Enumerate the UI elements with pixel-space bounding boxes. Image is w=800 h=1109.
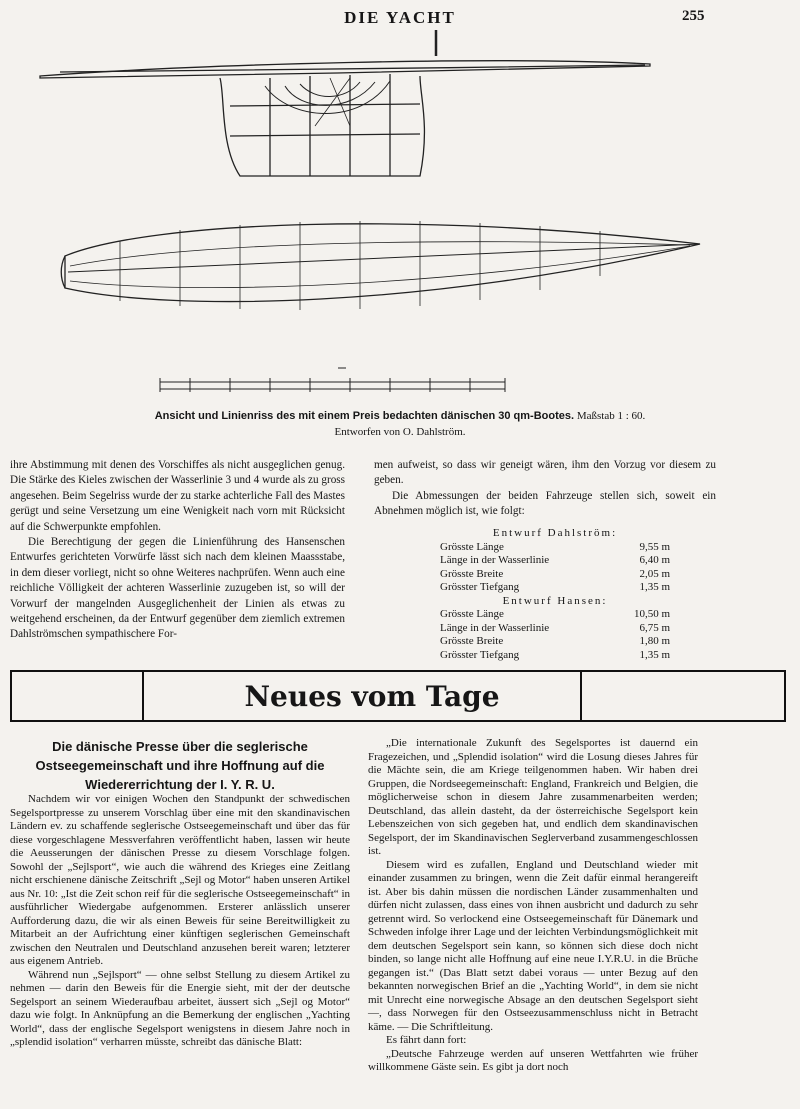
caption-credit: Entworfen von O. Dahlström.	[334, 426, 466, 438]
section-title: Neues vom Tage	[244, 680, 500, 713]
paragraph: Die Berechtigung der gegen die Linienführung des Hansenschen Entwurfes gerichteten Vorwürfe lässt sich nach dem kleinen Maassstabe, in dem dieser vorliegt, nicht so ohne Weiteres nachprüfen. Wenn auch eine reichliche Völligkeit der achteren Wasserlinie zuzugeben ist, so will der Vorwurf der mangelnden Ausgeglichenheit der Linien als etwas zu weitgehend erscheinen, da der Entwurf gegenüber dem ziemlich extremen Dahlströmschen sympathischere For-	[10, 536, 345, 641]
running-head: DIE YACHT	[344, 8, 456, 27]
paragraph: ihre Abstimmung mit denen des Vorschiffes als nicht ausgeglichen genug. Die Stärke des Kieles zwischen der Wasserlinie 3 und 4 wurde als zu gross angesehen. Beim Segelriss wurde der zu starke achterliche Fall des Mastes gerügt und seine Versetzung um eine Wenigkeit nach vorn mit Rücksicht auf die Schwerpunkte empfohlen.	[10, 459, 345, 533]
dimension-row: Grösste Länge 10,50 m	[440, 608, 670, 620]
paragraph: „Die internationale Zukunft des Segelsportes ist dauernd ein Fragezeichen, und „Splendid isolation“ wird die Losung dieses Jahres für die Mächte sein, die am Kriege teilgenommen haben. Wir haben drei Gruppen, die Nordseegemeinschaft: England, Frankreich und Belgien, die möglicherweise schon in diesem Jahre zusammenarbeiten werden; Deutschland, das allein dasteht, da der österreichische Segelsport kein Lebenszeichen von sich gegeben hat, und endlich dem skandinavischen Segelsport, der im Skandinavischen Seglerverband zusammengeschlossen ist.	[368, 737, 698, 857]
dimension-row: Grösste Länge 9,55 m	[440, 540, 670, 553]
scale-bar	[160, 368, 505, 392]
article-left-column	[10, 793, 350, 1050]
paragraph: Die Abmessungen der beiden Fahrzeuge stellen sich, soweit ein Abnehmen möglich ist, wie folgt:	[374, 489, 716, 518]
body-left-column	[10, 458, 345, 643]
article-right-column	[368, 737, 698, 1075]
dimension-row: Grösster Tiefgang 1,35 m	[440, 648, 670, 661]
dimension-row: Grösste Breite 2,05 m	[440, 567, 670, 580]
plan-view	[61, 221, 700, 310]
figure-caption	[80, 408, 720, 440]
side-elevation	[40, 30, 650, 176]
body-right-column	[374, 458, 716, 520]
section-banner	[10, 670, 786, 722]
caption-title: Ansicht und Linienriss des mit einem Preis bedachten dänischen 30 qm-Bootes.	[154, 410, 575, 422]
dimension-row: Länge in der Wasserlinie 6,75 m	[440, 621, 670, 634]
banner-divider	[142, 672, 144, 720]
paragraph: Es fährt dann fort:	[386, 1034, 467, 1046]
dimension-row: Grösster Tiefgang 1,35 m	[440, 581, 670, 593]
dimension-row: Grösste Breite 1,80 m	[440, 635, 670, 647]
paragraph: men aufweist, so dass wir geneigt wären, ihm den Vorzug vor diesem zu geben.	[374, 459, 716, 487]
dimensions-heading-dahlstroem: Entwurf Dahlström:	[492, 527, 618, 539]
caption-scale: Maßstab 1 : 60.	[576, 410, 646, 422]
paragraph: „Deutsche Fahrzeuge werden auf unseren Wettfahrten wie früher willkommene Gäste sein. Es gibt ja dort noch	[368, 1047, 698, 1073]
paragraph: Diesem wird es zufallen, England und Deutschland wieder mit einander zusammen zu bringen, wenn die Zeit dafür einmal herangereift ist. Aber bis dahin müssen die nordischen Länder zusammenhalten und dürfen nicht zulassen, dass eines von ihnen ausbricht und dadurch zu sehr getrennt wird. So verlockend eine Ostseegemeinschaft für Dänemark und Schweden infolge ihrer Lage und der leichten Verbindungsmöglichkeit mit dem deutschen Segelsport sein kann, so können sich diese doch nicht binden, so lange nicht alle Hoffnung auf eine neue I.Y.R.U. in die Brüche gegangen ist.“ (Das Blatt setzt dabei voraus — unter Bezug auf den bekannten norwegischen Brief an die „Yachting World“, in dem sie nicht mit Unrecht eine norwegische Absage an den deutschen Segelsport sieht —, dass Norwegen für den Ostseezusammenschluss nicht in Betracht käme. — Die Schriftleitung.	[368, 858, 698, 1033]
dimensions-heading-hansen: Entwurf Hansen:	[502, 594, 608, 607]
dimension-row: Länge in der Wasserlinie 6,40 m	[440, 554, 670, 566]
hull-line-drawing	[0, 26, 800, 406]
page-number: 255	[682, 8, 705, 24]
paragraph: Während nun „Sejlsport“ — ohne selbst Stellung zu diesem Artikel zu nehmen — darin den Beweis für die Energie sieht, mit der der deutsche Segelsport an seinem Wiederaufbau arbeitet, äussert sich „Sejl og Motor“ dazu wie folgt. In Anknüpfung an die Bemerkung der englischen „Yachting World“, dass der englische Segelsport wenigstens in diesem Jahre noch in „splendid isolation“ verharren müsste, schreibt das dänische Blatt:	[10, 968, 350, 1048]
dimensions-table	[440, 527, 670, 662]
article-headline: Die dänische Presse über die seglerische Ostseegemeinschaft und ihre Hoffnung auf die Wiedererrichtung der I. Y. R. U.	[35, 739, 325, 792]
paragraph: Nachdem wir vor einigen Wochen den Standpunkt der schwedischen Segelsportpresse zu unserem Vorschlag über eine mit den skandinavischen Ländern ev. zu schaffende seglerische Ostseegemeinschaft und über das für diese vorgeschlagene Messverfahren veröffentlicht haben, lassen wir heute die Aeusserungen der dänischen Presse zu diesem Vorschlage folgen. Sowohl der „Sejlsport“, wie auch die während des Krieges eine Zeitlang nicht erschienene dänische Zeitschrift „Sejl og Motor“ haben unseren Artikel aus Nr. 10: „Ist die Zeit schon reif für die seglerische Ostseegemeinschaft“ in ausführlicher Wiedergabe aufgenommen. Ersterer anlässlich unserer Aufforderung dazu, die wir als einen Beweis für seine Bereitwilligkeit zu Mitarbeit an der Aufrichtung einer künftigen seglerischen Gemeinschaft zwischen den Neutralen und Deutschland anzusehen bereit waren; letzterer aus eigenem Antrieb.	[10, 793, 350, 967]
